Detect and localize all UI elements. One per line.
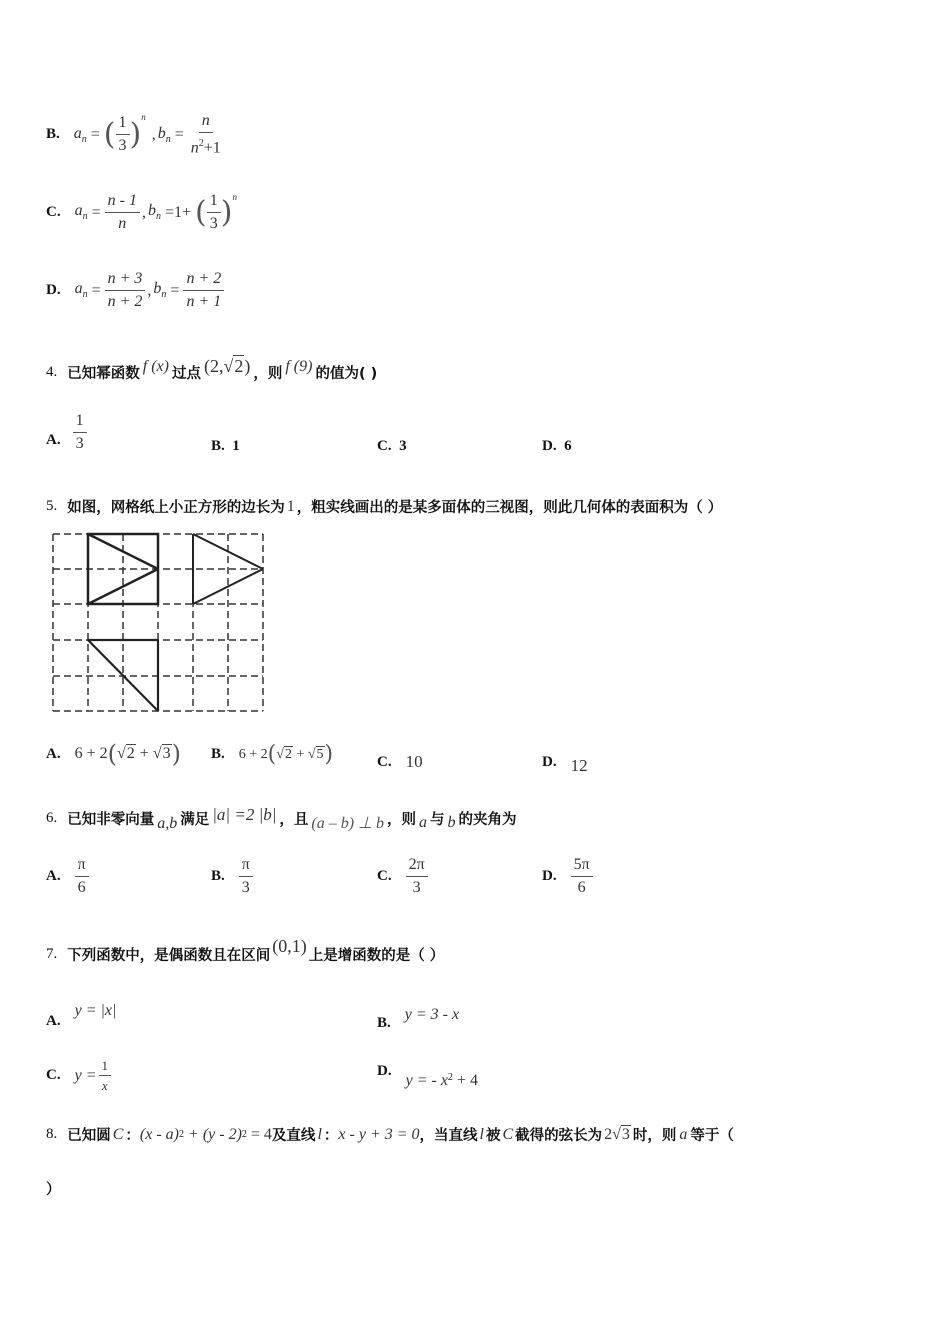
option-expr: y = - x — [405, 1072, 448, 1089]
question-text: 的夹角为 — [458, 812, 517, 828]
q4-option-c — [377, 438, 407, 455]
fraction-one-third — [73, 412, 87, 453]
an-subscript: n — [82, 289, 88, 301]
circle-eq-part2: + (y - 2) — [184, 1125, 242, 1143]
question-text: 及直线 — [271, 1128, 316, 1144]
plus-sign: + — [135, 745, 153, 762]
option-label: A. — [46, 868, 61, 884]
circle-eq-part3: = 4 — [246, 1125, 272, 1143]
question-4 — [46, 356, 378, 383]
math-l: l — [479, 1125, 484, 1143]
comma: , — [141, 203, 146, 221]
question-text: 满足 — [180, 812, 210, 828]
option-label: A. — [46, 1012, 61, 1029]
question-8 — [46, 1124, 734, 1145]
q4-option-a — [46, 412, 87, 453]
fraction-denominator: n + 2 — [107, 293, 143, 310]
option-label: D. — [542, 753, 557, 770]
fraction-one-third — [207, 192, 221, 233]
option-value: 1 — [232, 438, 240, 454]
option-label: C. — [377, 868, 392, 884]
math-a: a — [419, 813, 428, 831]
question-text: ，且 — [279, 812, 309, 828]
equals-sign: = — [170, 281, 180, 299]
fraction-denominator: 3 — [75, 435, 84, 452]
q4-option-d — [542, 438, 572, 455]
equals-sign: = — [91, 203, 101, 221]
fraction-numerator: n + 3 — [105, 270, 146, 291]
den-base: n — [190, 139, 199, 157]
point: (2,√2) — [203, 356, 251, 376]
fraction-denominator: n + 1 — [186, 293, 222, 310]
fraction-1-over-x — [99, 1058, 112, 1093]
math-C: C — [112, 1125, 124, 1143]
math-ab: a,b — [157, 814, 178, 832]
an-letter: a — [73, 124, 82, 142]
math-one: 1 — [286, 497, 295, 515]
radical-2: √2 — [117, 745, 135, 762]
question-text: ，则 — [253, 366, 283, 382]
chord-length: 2√3 — [604, 1125, 630, 1143]
math-fx: f (x) — [142, 357, 169, 375]
fraction-one-third — [116, 114, 130, 155]
option-label: C. — [46, 1067, 61, 1083]
radical-2: √2 — [276, 746, 292, 762]
fraction-denominator — [188, 133, 224, 157]
radicand: 3 — [162, 745, 171, 762]
option-expr: y = 3 - x — [404, 1006, 460, 1023]
fraction-denominator: x — [101, 1078, 108, 1093]
fraction-numerator: n + 2 — [183, 270, 224, 291]
fraction-numerator: n - 1 — [105, 192, 140, 213]
chord-coefficient: 2 — [604, 1125, 613, 1143]
fraction-denominator: 3 — [118, 137, 127, 155]
option-label: A. — [46, 432, 61, 448]
point-prefix: (2, — [203, 356, 224, 376]
fraction-denominator: 6 — [577, 879, 586, 896]
radicand: 2 — [126, 745, 135, 762]
question-6 — [46, 804, 517, 832]
right-paren: ) — [129, 117, 142, 153]
question-text: 已知圆 — [67, 1128, 111, 1144]
question-number: 4. — [46, 364, 58, 380]
fraction-denominator: 3 — [241, 879, 250, 896]
question-8-close — [46, 1178, 61, 1199]
den-rest: +1 — [203, 139, 221, 157]
radicand: 2 — [234, 356, 244, 376]
fraction-n-minus-1 — [105, 192, 140, 233]
fraction-numerator: π — [75, 856, 89, 877]
equals-sign: = — [91, 281, 101, 299]
fraction-numerator: 5π — [571, 856, 593, 877]
question-text: ，当直线 — [419, 1128, 478, 1144]
q7-option-a — [46, 1002, 117, 1029]
option-label: B. — [211, 438, 225, 454]
question-text: ，粗实线画出的是某多面体的三视图，则此几何体的表面积为（ ） — [296, 500, 723, 516]
question-number: 8. — [46, 1126, 58, 1142]
question-number: 5. — [46, 498, 58, 514]
fraction-denominator: 3 — [412, 879, 421, 896]
close-paren: ） — [46, 1182, 61, 1198]
equals-sign: = — [90, 125, 100, 143]
q5-option-d — [542, 752, 588, 775]
radical-3: √3 — [152, 745, 171, 762]
radicand: 5 — [316, 746, 324, 762]
radical-5: √5 — [307, 746, 324, 762]
exponent: n — [232, 192, 237, 202]
option-label: B. — [377, 1014, 391, 1031]
math-b: b — [447, 813, 456, 831]
q6-option-d — [542, 856, 593, 897]
option-label: D. — [377, 1062, 392, 1079]
bn-symbol — [158, 125, 171, 145]
question-text: 被 — [485, 1128, 501, 1144]
math-C: C — [502, 1125, 514, 1143]
option-label: B. — [46, 126, 60, 143]
q3-option-d — [46, 270, 224, 311]
option-label: B. — [211, 868, 225, 884]
option-value: 3 — [399, 438, 407, 454]
q3-option-b — [46, 112, 224, 157]
q7-option-c — [46, 1058, 111, 1093]
left-paren: ( — [195, 195, 207, 230]
an-letter: a — [74, 280, 83, 298]
option-label: B. — [211, 746, 225, 762]
question-text: 上是增函数的是（ ） — [308, 948, 445, 964]
question-text: 与 — [430, 812, 445, 828]
q6-option-a — [46, 856, 89, 897]
question-text: ： — [323, 1128, 339, 1144]
three-view-figure — [50, 532, 266, 716]
left-paren: ( — [103, 117, 116, 153]
option-label: C. — [377, 753, 392, 770]
option-label: D. — [46, 282, 61, 298]
exponent: 2 — [179, 1129, 185, 1140]
option-value: 10 — [405, 752, 423, 771]
q3-option-c — [46, 192, 237, 233]
question-text: 过点 — [171, 366, 201, 382]
q6-option-c — [377, 856, 428, 897]
question-text: ，则 — [387, 812, 417, 828]
right-paren: ) — [324, 742, 334, 767]
bn-subscript: n — [161, 289, 167, 301]
fraction-denominator: n — [118, 215, 127, 232]
fraction-numerator: 1 — [116, 114, 130, 135]
option-expr: 6 + 2 — [238, 746, 268, 762]
right-paren: ) — [171, 740, 181, 768]
fraction-numerator: 2π — [406, 856, 428, 877]
fraction-numerator: 1 — [99, 1058, 112, 1076]
question-number: 6. — [46, 810, 58, 826]
question-text: ： — [125, 1128, 140, 1144]
option-value: 12 — [570, 756, 588, 775]
fraction-numerator: π — [239, 856, 253, 877]
question-text: 下列函数中，是偶函数且在区间 — [67, 948, 271, 964]
an-letter: a — [74, 202, 83, 220]
option-expr: y = |x| — [74, 1002, 117, 1019]
fraction-numerator: 1 — [73, 412, 87, 433]
comma: , — [147, 281, 152, 299]
question-5 — [46, 496, 722, 517]
math-l: l — [317, 1125, 322, 1143]
fraction-2pi-3 — [406, 856, 428, 897]
an-symbol — [75, 280, 88, 300]
fraction-denominator: 3 — [209, 215, 218, 232]
option-label: C. — [377, 438, 392, 454]
an-subscript: n — [81, 133, 87, 145]
fraction-bn — [183, 270, 224, 311]
an-symbol — [75, 202, 88, 222]
radicand: 2 — [284, 746, 292, 762]
option-expr: y = — [74, 1066, 97, 1084]
exponent: n — [141, 112, 146, 122]
bn-symbol — [148, 202, 161, 222]
fraction-pi-6 — [75, 856, 89, 897]
point-suffix: ) — [244, 356, 251, 376]
question-text: 时，则 — [632, 1128, 677, 1144]
an-symbol — [74, 125, 87, 145]
option-expr: 6 + 2 — [74, 745, 108, 762]
q4-option-b — [211, 438, 240, 455]
exponent: 2 — [447, 1071, 453, 1083]
q5-option-c — [377, 752, 423, 772]
radicand: 3 — [621, 1125, 630, 1143]
bn-letter: b — [153, 280, 162, 298]
q5-option-b — [211, 742, 333, 767]
plus-sign: + — [292, 746, 308, 762]
fraction-pi-3 — [239, 856, 253, 897]
bn-subscript: n — [155, 211, 161, 223]
q7-option-b — [377, 1006, 460, 1031]
circle-eq-part1: (x - a) — [139, 1125, 180, 1143]
question-text: 截得的弦长为 — [515, 1128, 603, 1144]
line-equation: x - y + 3 = 0 — [338, 1125, 420, 1143]
question-text: 等于（ — [690, 1128, 734, 1144]
bn-subscript: n — [165, 133, 171, 145]
equals-one-plus: =1+ — [164, 203, 191, 221]
den-exponent: 2 — [198, 138, 204, 149]
fraction-denominator: 6 — [77, 879, 86, 896]
question-7 — [46, 936, 445, 965]
math-f9: f (9) — [285, 357, 313, 375]
left-paren: ( — [107, 740, 117, 768]
question-number: 7. — [46, 946, 58, 962]
option-label: A. — [46, 745, 61, 762]
fraction-5pi-6 — [571, 856, 593, 897]
option-label: C. — [46, 204, 61, 220]
fraction-numerator: 1 — [207, 192, 221, 213]
equals-sign: = — [174, 125, 184, 143]
option-label: D. — [542, 438, 557, 454]
fraction-n-over — [188, 112, 224, 157]
an-subscript: n — [82, 211, 88, 223]
question-text: 如图，网格纸上小正方形的边长为 — [67, 500, 285, 516]
right-paren: ) — [220, 195, 233, 230]
bn-symbol — [153, 280, 166, 300]
question-text: 的值为( ) — [315, 366, 378, 382]
option-expr-tail: + 4 — [452, 1072, 478, 1089]
fraction-numerator: n — [199, 112, 213, 133]
bn-letter: b — [147, 202, 156, 220]
q6-option-b — [211, 856, 253, 897]
question-text: 已知非零向量 — [67, 812, 155, 828]
math-interval: (0,1) — [272, 936, 307, 956]
comma: , — [151, 125, 156, 143]
left-paren: ( — [267, 742, 277, 767]
fraction-an — [105, 270, 146, 311]
option-value: 6 — [564, 438, 572, 454]
question-text: 已知幂函数 — [67, 366, 140, 382]
math-perpendicular: (a – b) ⊥ b — [311, 814, 385, 832]
q7-option-d — [377, 1062, 478, 1089]
math-a: a — [679, 1125, 688, 1143]
exponent: 2 — [241, 1129, 247, 1140]
math-condition: |a| =2 |b| — [212, 804, 277, 824]
option-label: D. — [542, 868, 557, 884]
q5-option-a — [46, 740, 181, 768]
bn-letter: b — [157, 124, 166, 142]
